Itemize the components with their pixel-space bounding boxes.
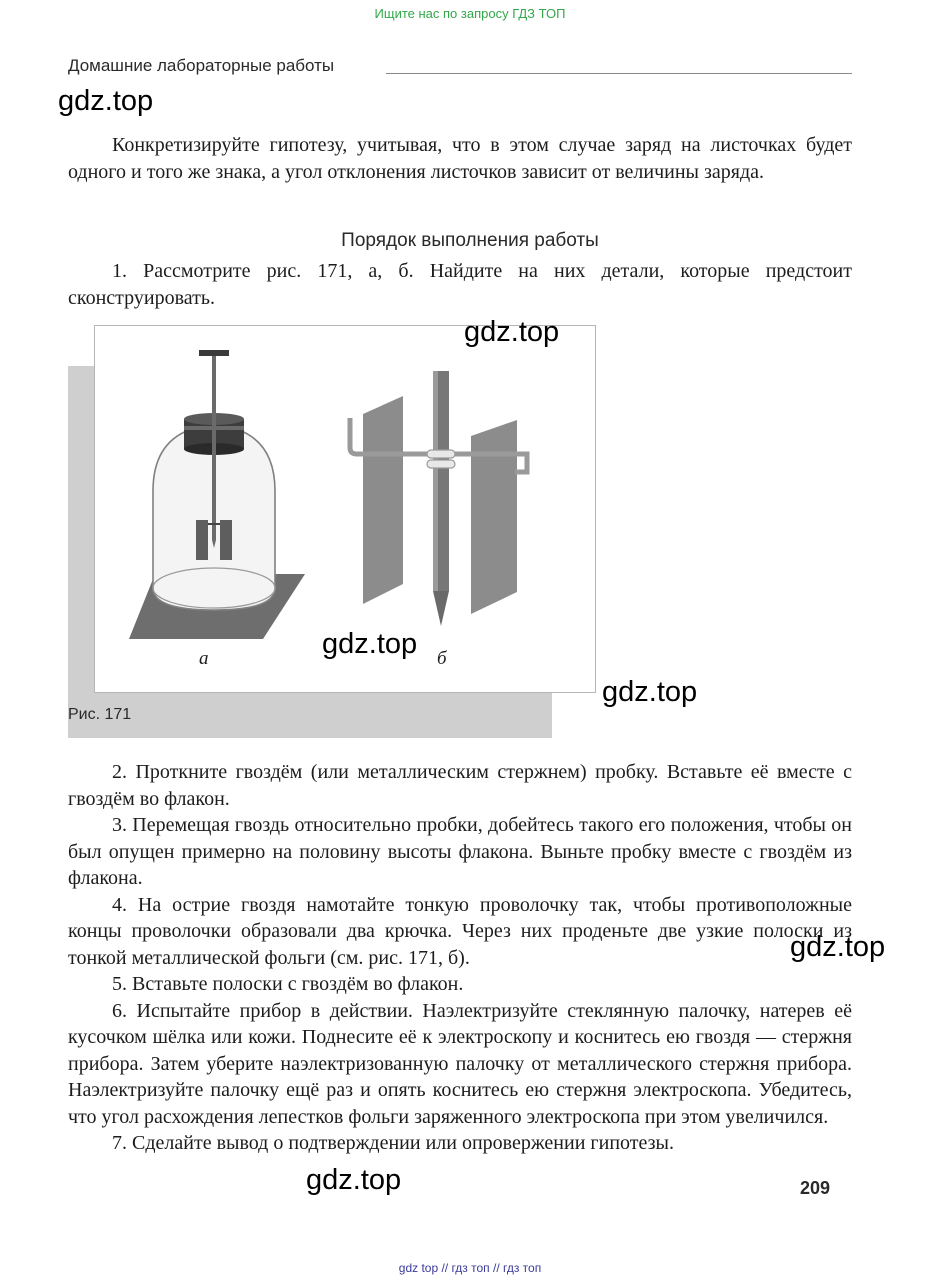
nail [212, 356, 216, 540]
step-5: 5. Вставьте полоски с гвоздём во флакон. [112, 973, 464, 995]
watermark: gdz.top [602, 676, 698, 708]
steps-list [68, 759, 852, 1157]
top-search-link[interactable]: Ищите нас по запросу ГДЗ ТОП [374, 6, 566, 21]
watermark: gdz.top [464, 316, 560, 348]
step-4: 4. На острие гвоздя намотайте тонкую проволочку так, чтобы противоположные концы проволочки образовали два крючка. Через них проденьте две узкие полоски из тонкой металлической фольги (см. рис. 171, б). [68, 893, 852, 969]
watermark: gdz.top [58, 85, 154, 117]
foil-leaf-left [196, 520, 208, 560]
nail-head [199, 350, 229, 356]
foil-leaf-right [220, 520, 232, 560]
figure-label-b: б [437, 648, 447, 669]
figure-caption: Рис. 171 [68, 706, 132, 723]
rod-tip [433, 591, 449, 626]
foil-strip-left [363, 396, 403, 604]
step-7: 7. Сделайте вывод о подтверждении или опровержении гипотезы. [112, 1132, 674, 1154]
watermark: gdz.top [322, 628, 418, 660]
figure-label-a: а [199, 648, 209, 669]
intro-paragraph: Конкретизируйте гипотезу, учитывая, что в этом случае заряд на листочках будет одного и того же знака, а угол отклонения листочков зависит от величины заряда. [68, 134, 852, 183]
header-divider [386, 73, 852, 74]
step-2: 2. Проткните гвоздём (или металлическим стержнем) пробку. Вставьте её вместе с гвоздём во флакон. [68, 761, 852, 810]
page-header-title: Домашние лабораторные работы [68, 56, 335, 75]
page-number: 209 [800, 1178, 831, 1198]
watermark: gdz.top [790, 931, 886, 963]
footer-links[interactable]: gdz top // гдз топ // гдз топ [398, 1261, 542, 1275]
step-1: 1. Рассмотрите рис. 171, а, б. Найдите на них детали, которые предстоит сконструировать. [68, 260, 852, 309]
foil-strip-right [471, 420, 517, 614]
watermark: gdz.top [306, 1164, 402, 1196]
section-title: Порядок выполнения работы [341, 230, 599, 251]
wire-coil [427, 450, 455, 458]
step-6: 6. Испытайте прибор в действии. Наэлектризуйте стеклянную палочку, натерев её кусочком шёлка или кожи. Поднесите её к электроскопу и коснитесь ею гвоздя — стержня прибора. Затем уберите наэлектризованную палочку от металлического стержня прибора. Наэлектризуйте палочку ещё раз и опять коснитесь ею стержня электроскопа. Убедитесь, что угол расхождения лепестков фольги заряженного электроскопа при этом увеличился. [68, 999, 852, 1128]
step-3: 3. Перемещая гвоздь относительно пробки, добейтесь такого его положения, чтобы он был опущен примерно на половину высоты флакона. Выньте пробку вместе с гвоздём из флакона. [68, 814, 852, 889]
